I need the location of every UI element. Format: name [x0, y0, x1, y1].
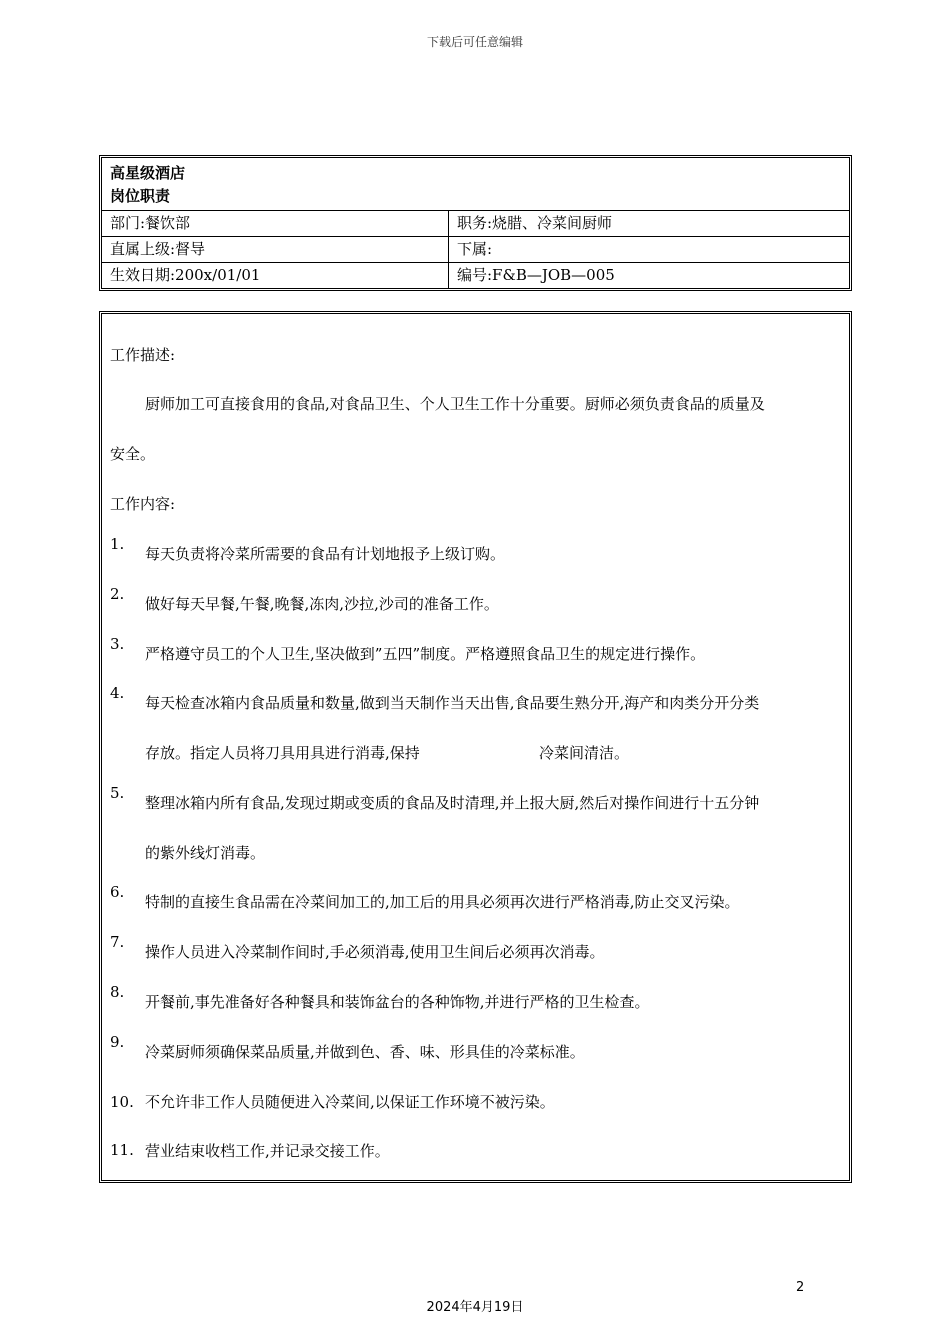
item-text: 操作人员进入冷菜制作间时,手必须消毒,使用卫生间后必须再次消毒。 [145, 943, 605, 961]
item-number: 5. [110, 784, 125, 802]
description-label: 工作描述: [110, 346, 176, 364]
item-number: 2. [110, 585, 125, 603]
item-text: 存放。指定人员将刀具用具进行消毒,保持 [145, 744, 420, 762]
item-text: 的紫外线灯消毒。 [145, 844, 266, 862]
info-row-dept [102, 211, 849, 237]
item-number: 11. [110, 1141, 134, 1159]
description-line-1: 厨师加工可直接食用的食品,对食品卫生、个人卫生工作十分重要。厨师必须负责食品的质量及 [145, 395, 765, 413]
item-number: 1. [110, 535, 125, 553]
item-text: 冷菜厨师须确保菜品质量,并做到色、香、味、形具佳的冷菜标准。 [145, 1043, 585, 1061]
duties-label: 工作内容: [110, 495, 176, 513]
header-note: 下载后可任意编辑 [426, 35, 523, 49]
item-number: 8. [110, 983, 125, 1001]
title-block [102, 158, 849, 211]
item-number: 7. [110, 933, 125, 951]
code-cell: 编号:F&B—JOB—005 [457, 266, 615, 284]
item-text: 每天负责将冷菜所需要的食品有计划地报予上级订购。 [145, 545, 506, 563]
item-text: 每天检查冰箱内食品质量和数量,做到当天制作当天出售,食品要生熟分开,海产和肉类分开分类 [145, 694, 760, 712]
info-row-date [102, 263, 849, 288]
job-info-table [99, 155, 852, 291]
item-number: 3. [110, 635, 125, 653]
item-number: 4. [110, 684, 125, 702]
item-text: 营业结束收档工作,并记录交接工作。 [145, 1142, 390, 1160]
item-text: 不允许非工作人员随便进入冷菜间,以保证工作环境不被污染。 [145, 1093, 555, 1111]
effective-date-cell: 生效日期:200x/01/01 [102, 263, 449, 288]
info-row-superior [102, 237, 849, 263]
item-number: 9. [110, 1033, 125, 1051]
subordinate-cell: 下属: [457, 240, 493, 258]
dept-cell: 部门:餐饮部 [102, 211, 449, 236]
footer-date: 2024年4月19日 [426, 1300, 524, 1315]
hotel-title: 高星级酒店 [110, 164, 186, 182]
item-number: 6. [110, 883, 125, 901]
job-content-box [99, 311, 852, 1183]
page-number: 2 [796, 1280, 805, 1295]
description-line-2: 安全。 [110, 445, 156, 463]
document-title: 岗位职责 [110, 187, 171, 205]
item-text: 做好每天早餐,午餐,晚餐,冻肉,沙拉,沙司的准备工作。 [145, 595, 499, 613]
superior-cell: 直属上级:督导 [102, 237, 449, 262]
item-text: 特制的直接生食品需在冷菜间加工的,加工后的用具必须再次进行严格消毒,防止交叉污染。 [145, 893, 740, 911]
item-text: 整理冰箱内所有食品,发现过期或变质的食品及时清理,并上报大厨,然后对操作间进行十五分钟 [145, 794, 760, 812]
item-text: 冷菜间清洁。 [539, 744, 630, 762]
item-text: 严格遵守员工的个人卫生,坚决做到”五四”制度。严格遵照食品卫生的规定进行操作。 [145, 645, 706, 663]
item-number: 10. [110, 1093, 134, 1111]
position-cell: 职务:烧腊、冷菜间厨师 [457, 214, 613, 232]
item-text: 开餐前,事先准备好各种餐具和装饰盆台的各种饰物,并进行严格的卫生检查。 [145, 993, 650, 1011]
